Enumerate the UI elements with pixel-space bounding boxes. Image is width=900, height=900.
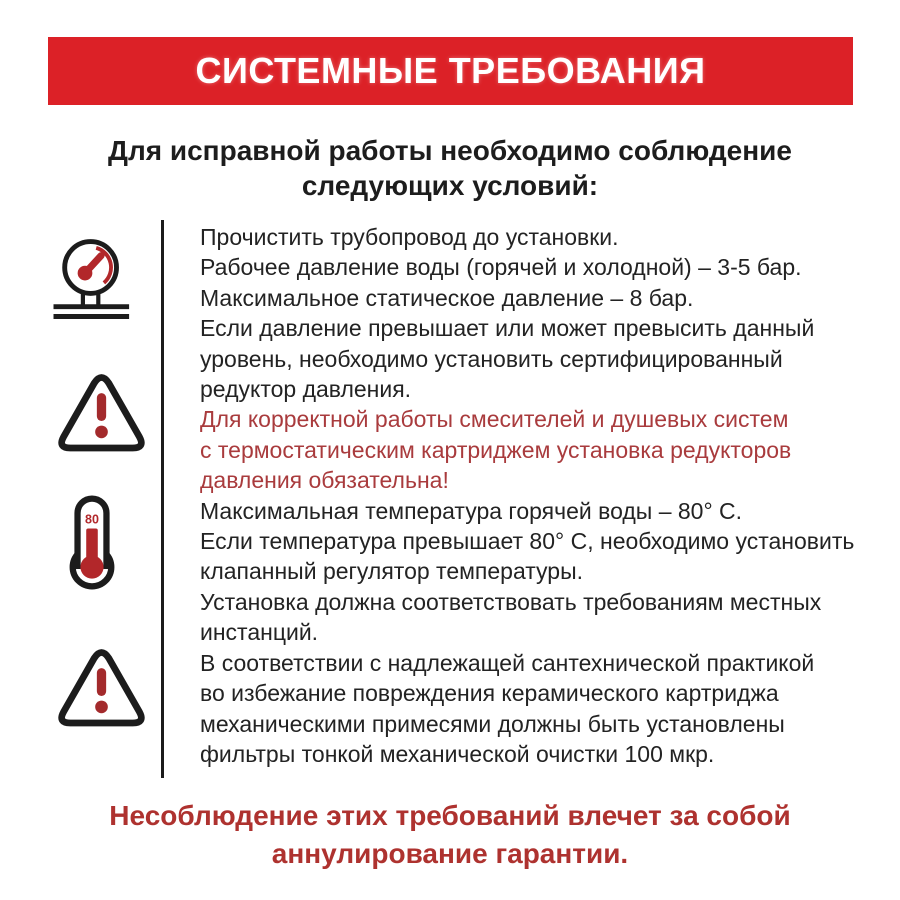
requirement-line: инстанций. bbox=[200, 619, 319, 646]
requirement-line-emphasis: с термостатическим картриджем установка редукторов bbox=[200, 436, 792, 463]
warranty-warning-line: аннулирование гарантии. bbox=[271, 838, 629, 869]
requirement-line-emphasis: Для корректной работы смесителей и душевых систем bbox=[200, 406, 789, 433]
page-title: СИСТЕМНЫЕ ТРЕБОВАНИЯ bbox=[195, 50, 706, 91]
requirement-line: Если давление превышает или может превысить данный bbox=[200, 315, 815, 342]
requirements-text bbox=[200, 222, 890, 769]
requirement-line: Если температура превышает 80° С, необходимо установить bbox=[200, 528, 855, 555]
requirement-line: Прочистить трубопровод до установки. bbox=[200, 224, 619, 250]
requirement-line: фильтры тонкой механической очистки 100 мкр. bbox=[200, 740, 715, 767]
requirement-line: Рабочее давление воды (горячей и холодной) – 3-5 бар. bbox=[200, 254, 802, 281]
header-banner bbox=[48, 37, 853, 105]
warning-triangle-icon bbox=[55, 372, 148, 453]
requirement-line: Установка должна соответствовать требованиям местных bbox=[200, 588, 822, 615]
thermometer-icon bbox=[65, 493, 119, 591]
intro-line: Для исправной работы необходимо соблюдение bbox=[108, 135, 792, 166]
intro-subtitle bbox=[0, 133, 900, 203]
requirement-line: редуктор давления. bbox=[200, 376, 412, 403]
requirement-line: во избежание повреждения керамического картриджа bbox=[200, 680, 779, 707]
requirement-line: Максимальное статическое давление – 8 бар. bbox=[200, 284, 694, 311]
warranty-warning bbox=[0, 797, 900, 873]
requirement-line: клапанный регулятор температуры. bbox=[200, 558, 583, 585]
requirement-line: механическими примесями должны быть установлены bbox=[200, 710, 785, 737]
requirement-line: Максимальная температура горячей воды – 80° С. bbox=[200, 497, 743, 524]
vertical-divider bbox=[161, 220, 164, 778]
warning-triangle-icon bbox=[55, 647, 148, 728]
pressure-gauge-icon bbox=[50, 236, 134, 320]
requirement-line-emphasis: давления обязательна! bbox=[200, 467, 449, 494]
requirement-line: уровень, необходимо установить сертифицированный bbox=[200, 345, 783, 372]
intro-line: следующих условий: bbox=[301, 170, 599, 201]
warranty-warning-line: Несоблюдение этих требований влечет за собой bbox=[109, 800, 791, 831]
requirement-line: В соответствии с надлежащей сантехнической практикой bbox=[200, 649, 815, 676]
thermometer-label: 80 bbox=[85, 512, 99, 527]
